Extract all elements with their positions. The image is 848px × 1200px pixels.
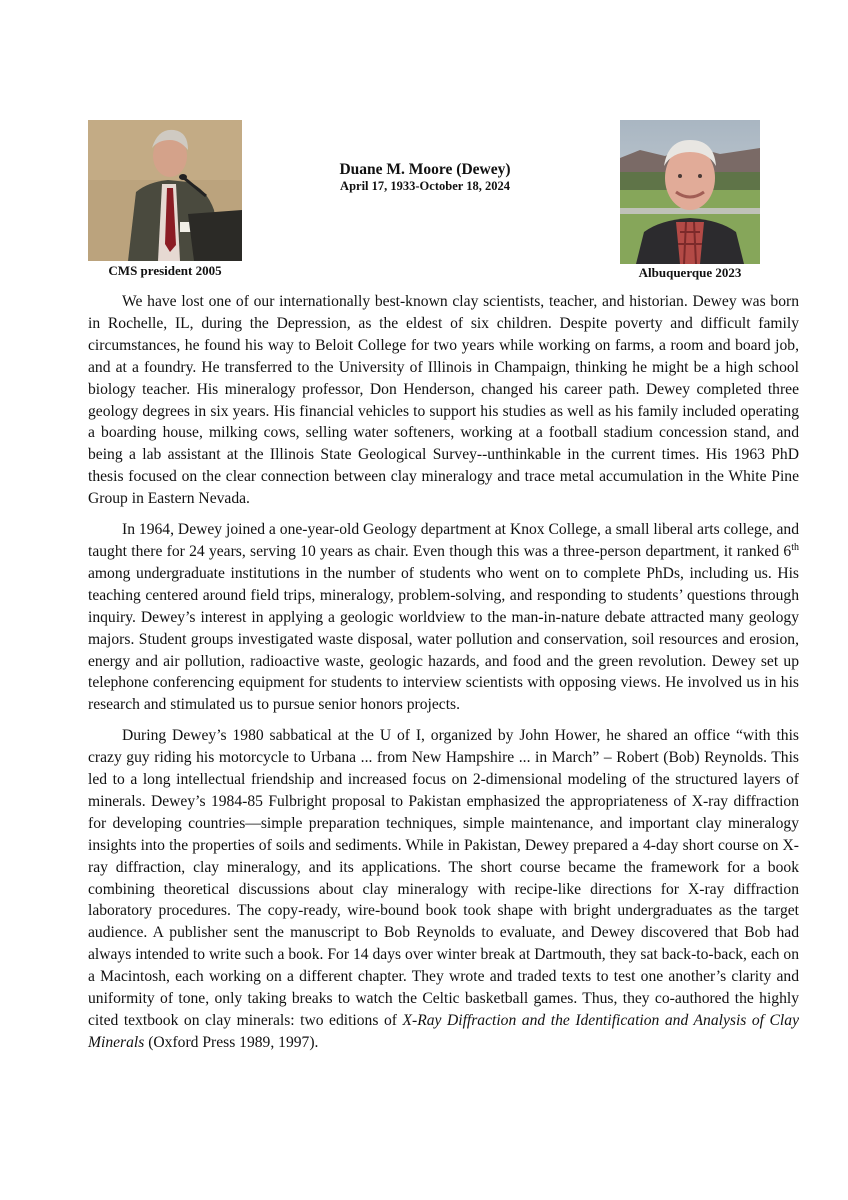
photo-cms-president <box>88 120 242 261</box>
obituary-header <box>300 160 550 194</box>
obituary-title: Duane M. Moore (Dewey) <box>339 161 511 178</box>
photo-caption-left: CMS president 2005 <box>108 263 222 278</box>
paragraph-3 <box>88 725 799 1054</box>
paragraph-2-text-b: among undergraduate institutions in the number of students who went on to complete PhDs, including us. His teaching centered around field trips, mineralogy, problem-solving, and responding to students’ questions through inquiry. Dewey’s interest in applying a geologic worldview to the man-in-nature debate attracted many geology majors. Student groups investigated waste disposal, water pollution and conservation, soil resources and erosion, energy and air pollution, radioactive waste, geologic hazards, and food and the green revolution. Dewey set up telephone conferencing equipment for students to interview scientists with opposing views. He involved us in his research and stimulated us to pursue senior honors projects. <box>88 564 799 714</box>
obituary-body <box>88 291 799 1063</box>
photo-caption-right: Albuquerque 2023 <box>638 265 742 280</box>
paragraph-2 <box>88 519 799 716</box>
ordinal-superscript: th <box>791 541 799 553</box>
paragraph-3-text-a: During Dewey’s 1980 sabbatical at the U of I, organized by John Hower, he shared an office “with this crazy guy riding his motorcycle to Urbana ... from New Hampshire ... in March” – Robert (Bob) Reynolds. This led to a long intellectual friendship and increased focus on 2-dimensional modeling of the structured layers of minerals. Dewey’s 1984-85 Fulbright proposal to Pakistan emphasized the appropriateness of X-ray diffraction for developing countries—simple preparation techniques, simple maintenance, and important clay mineralogy insights into the properties of soils and sediments. While in Pakistan, Dewey prepared a 4-day short course on X-ray diffraction, clay mineralogy, and its applications. The short course became the framework for a book combining theoretical discussions about clay mineralogy with recipe-like directions for X-ray diffraction laboratory procedures. The copy-ready, wire-bound book took shape with bright undergraduates as the target audience. A publisher sent the manuscript to Bob Reynolds to evaluate, and Dewey discovered that Bob had always intended to write such a book. For 14 days over winter break at Dartmouth, they sat back-to-back, each on a Macintosh, each working on a different chapter. They wrote and traded texts to test one another’s clarity and uniformity of tone, only taking breaks to watch the Celtic basketball games. Thus, they co-authored the highly cited textbook on clay minerals: two editions of <box>88 727 799 1029</box>
obituary-dates: April 17, 1933-October 18, 2024 <box>340 179 510 193</box>
paragraph-3-text-b: (Oxford Press 1989, 1997). <box>144 1033 319 1051</box>
photo-albuquerque <box>620 120 760 264</box>
book-title: X-Ray Diffraction and the Identification and Analysis of Clay Minerals <box>88 1012 799 1051</box>
paragraph-1-text: We have lost one of our internationally best-known clay scientists, teacher, and historian. Dewey was born in Rochelle, IL, during the Depression, as the eldest of six children. Despite poverty and difficult family circumstances, he found his way to Beloit College for two years while working on farms, a room and board job, and at a foundry. He transferred to the University of Illinois in Champaign, thinking he might be a high school biology teacher. His mineralogy professor, Don Henderson, changed his career path. Dewey completed three geology degrees in six years. His financial vehicles to support his studies as well as his family included operating a boarding house, milking cows, selling water softeners, working at a football stadium concession stand, and being a lab assistant at the Illinois State Geological Survey--unthinkable in the current times. His 1963 PhD thesis focused on the clear connection between clay mineralogy and trace metal accumulation in the White Pine Group in Eastern Nevada. <box>88 293 799 508</box>
paragraph-1 <box>88 291 799 510</box>
paragraph-2-text-a: In 1964, Dewey joined a one-year-old Geology department at Knox College, a small liberal arts college, and taught there for 24 years, serving 10 years as chair. Even though this was a three-person department, it ranked 6 <box>88 521 799 560</box>
